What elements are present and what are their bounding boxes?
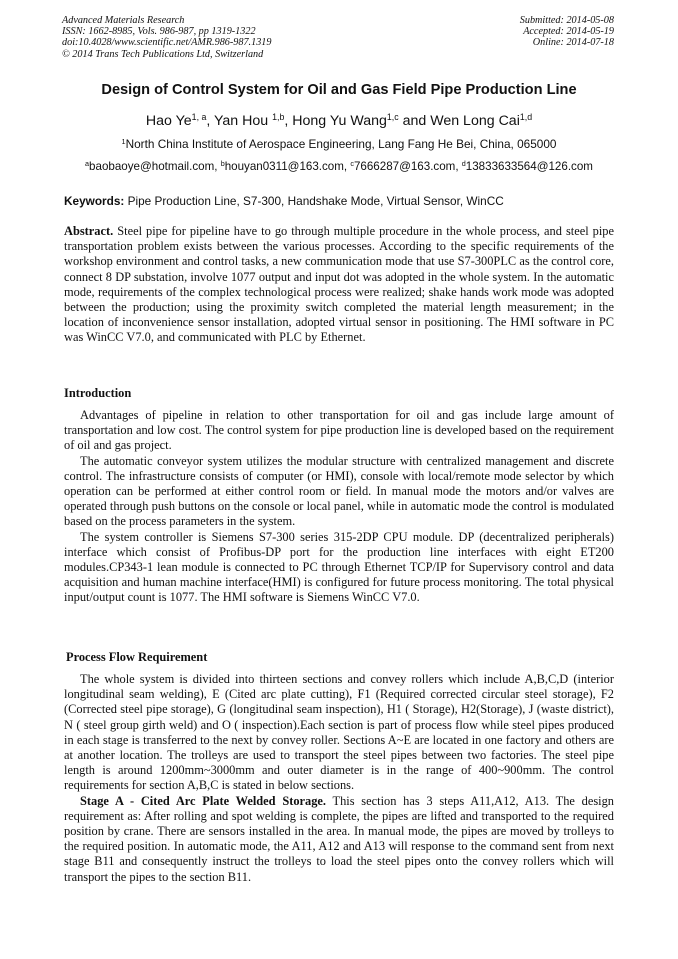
author-name: Yan Hou [214,113,273,129]
process-flow-body [64,672,614,885]
email-address: baobaoye@hotmail.com, [89,160,221,173]
submission-dates [520,15,614,49]
paragraph: The automatic conveyor system utilizes the modular structure with centralized management and discrete control. The infrastructure consists of computer (or HMI), console with local/remote mode selector by which operation can be performed at either control room or field. In manual mode the motors and/or valves are operated through push buttons on the console or local panel, while in automatic mode the control is modulated based on the process parameters in the system. [64,453,614,529]
email-superscript: c [350,159,354,169]
process-flow-heading: Process Flow Requirement [66,650,208,664]
keywords-label: Keywords: [64,194,125,208]
author-separator: , [206,113,214,129]
journal-name: Advanced Materials Research [62,15,185,26]
author-list [0,113,678,129]
affiliation [0,137,678,151]
author-separator: , [284,113,293,129]
issn-line: ISSN: 1662-8985, Vols. 986-987, pp 1319-1322 [62,26,256,38]
accepted-date: Accepted: 2014-05-19 [523,26,614,38]
stage-a-text: This section has 3 steps A11,A12, A13. The design requirement as: After rolling and spot welding is complete, the pipes are lifted and transported to the required position by crane. There are sensors installed in the area. In manual mode, the pipes are moved by trolleys to the required position. In automatic mode, the A11, A12 and A13 will response to the command sent from next stage B11 and consequently instruct the trolleys to load the steel pipes onto the convey rollers which will transport the pipes to the section B11. [64,793,614,884]
email-superscript: b [220,159,225,169]
email-superscript: d [461,159,466,169]
keywords [64,194,616,208]
online-date: Online: 2014-07-18 [532,37,614,49]
author-superscript: 1,b [272,112,285,123]
doi-line: doi:10.4028/www.scientific.net/AMR.986-987.1319 [62,37,272,49]
abstract-label: Abstract. [64,224,114,238]
author-superscript: 1,c [386,112,399,123]
email-address: 7666287@163.com, [353,160,462,173]
author-superscript: 1,d [519,112,533,123]
author-name: Wen Long Cai [430,113,520,129]
author-separator: and [398,113,431,129]
paragraph: Advantages of pipeline in relation to other transportation for oil and gas include large amount of transportation and low cost. The control system for pipe production line is developed based on the requirement of oil and gas project. [64,408,614,453]
author-name: Hong Yu Wang [292,113,387,129]
introduction-body [64,408,614,606]
affiliation-superscript: 1 [121,136,126,146]
abstract [64,224,614,346]
copyright-line: © 2014 Trans Tech Publications Ltd, Switzerland [62,48,264,60]
paper-title: Design of Control System for Oil and Gas Field Pipe Production Line [101,82,577,98]
paragraph [64,794,614,885]
affiliation-text: North China Institute of Aerospace Engineering, Lang Fang He Bei, China, 065000 [125,137,557,151]
stage-a-label: Stage A - Cited Arc Plate Welded Storage. [80,793,327,808]
author-superscript: 1, a [191,112,207,123]
email-superscript: a [85,159,90,169]
author-name: Hao Ye [145,113,192,129]
introduction-heading: Introduction [64,386,132,400]
submitted-date: Submitted: 2014-05-08 [519,15,614,26]
email-address: houyan0311@163.com, [224,160,351,173]
abstract-text: Steel pipe for pipeline have to go through multiple procedure in the whole process, and steel pipe transportation problem exists between the various processes. According to the specific requirements of the workshop environment and control tasks, a new communication mode that use S7-300PLC as the control core, connect 8 DP substation, involve 1077 output and input dot was adopted in the whole system. In the automatic mode, requirements of the complex technological process were realized; shake hands work mode was adopted between the production; using the proximity switch completed the material length measurement; in the location of inconvenience sensor installation, adopted virtual sensor in positioning. The HMI software in PC was WinCC V7.0, and communicated with PLC by Ethernet. [64,224,614,345]
keywords-text: Pipe Production Line, S7-300, Handshake Mode, Virtual Sensor, WinCC [124,194,504,208]
paragraph: The whole system is divided into thirteen sections and convey rollers which include A,B,C,D (interior longitudinal seam welding), E (Cited arc plate cutting), F1 (Required corrected circular steel storage), F2 (Corrected steel pipe storage), G (longitudinal seam inspection), H1 ( Storage), H2(Storage), J (waste district), N ( steel group girth weld) and O ( inspection).Each section is part of process flow while steel pipes produced in each stage is transferred to the next by convey roller. Sections A~E are located in one factory and others are at another location. The trolleys are used to transport the steel pipes between two factories. The steel pipe length is around 1200mm~3000mm and outer diameter is in the range of 400~900mm. The control requirements for section A,B,C is stated in below sections. [64,672,614,793]
paragraph: The system controller is Siemens S7-300 series 315-2DP CPU module. DP (decentralized peripherals) interface which consist of Profibus-DP port for the production line interfaces with eight ET200 modules.CP343-1 lean module is connected to PC through Ethernet TCP/IP for Supervisory control and data acquisition and human machine interface(HMI) is configured for future process monitoring. The total physical input/output count is 1077. The HMI software is Siemens WinCC V7.0. [64,529,614,605]
journal-info [62,15,271,60]
email-list [0,160,678,173]
email-address: 13833633564@126.com [465,160,593,173]
